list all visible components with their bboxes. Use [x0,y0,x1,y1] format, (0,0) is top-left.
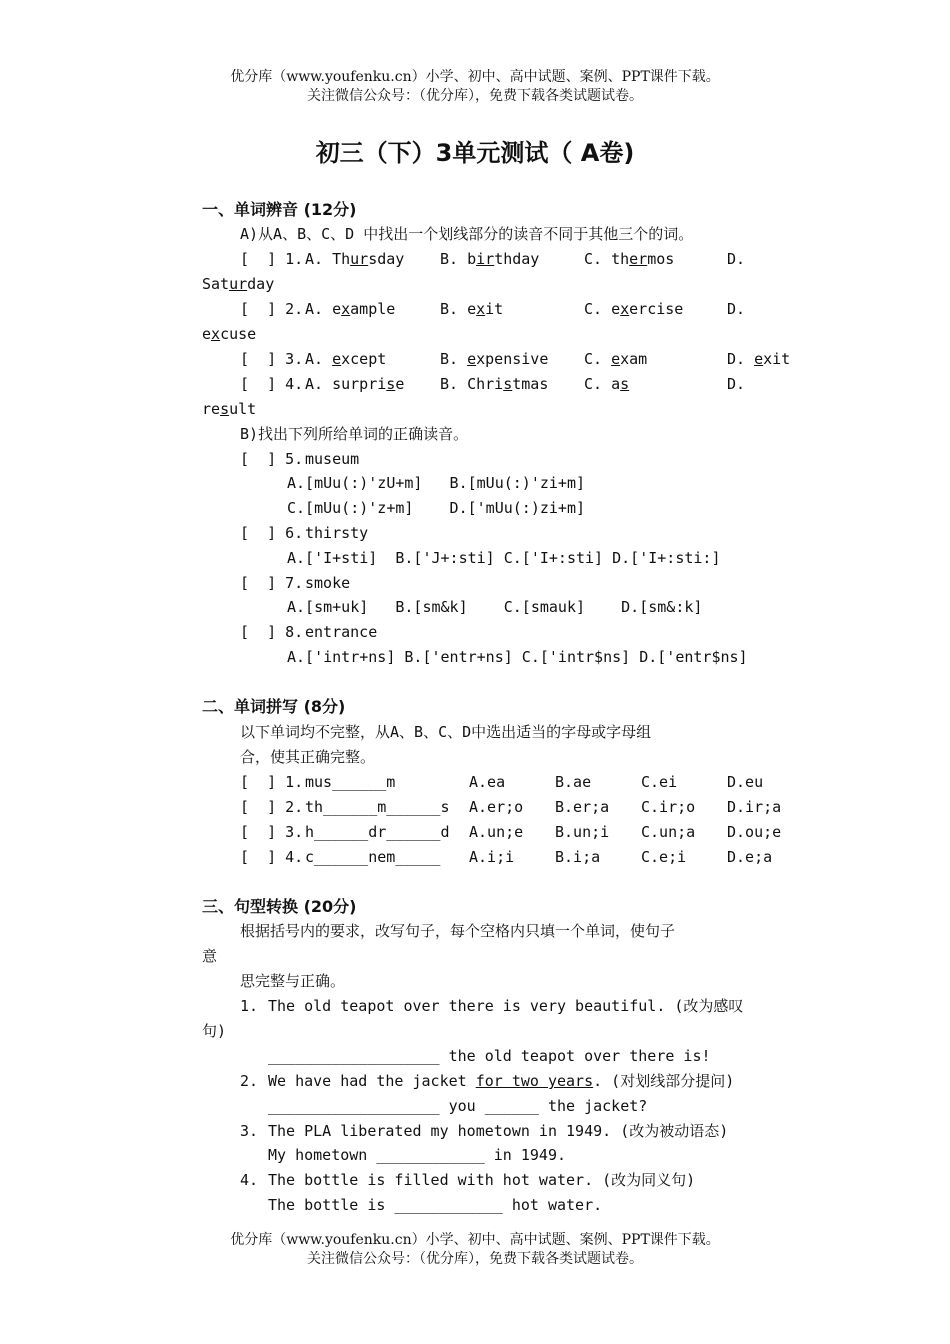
s2-row-4-option-b: B.i;a [555,848,601,866]
section-3-intro-2: 思完整与正确。 [240,972,346,990]
s2-row-2-option-d: D.ir;a [727,798,782,816]
s2-row-1-num: [ ] 1. [240,773,304,791]
s1-q5-options-2: C.[mUu(:)'z+m] D.['mUu(:)zi+m] [287,499,586,517]
s2-row-1-option-c: C.ei [641,773,678,791]
s1-q1-option-d-label: D. [727,250,746,268]
s2-row-4-num: [ ] 4. [240,848,304,866]
s1-q3-option-d: D. exit [727,350,791,368]
s1-q6-options: A.['I+sti] B.['J+:sti] C.['I+:sti] D.['I+:sti:] [287,549,721,567]
s1-q7-options: A.[sm+uk] B.[sm&k] C.[smauk] D.[sm&:k] [287,598,703,616]
s3-q4-num: 4. [240,1171,259,1189]
section-1-heading: 一、单词辨音 (12分) [202,200,357,219]
s1-q1-option-b: B. birthday [440,250,540,268]
s2-row-4-option-a: A.i;i [469,848,515,866]
s1-q5-word: museum [305,450,360,468]
s1-q4-option-a: A. surprise [305,375,405,393]
section-3-intro-1: 根据括号内的要求，改写句子，每个空格内只填一个单词，使句子 [240,922,676,940]
s2-row-4-option-c: C.e;i [641,848,687,866]
s2-row-2-word: th______m______s [305,798,450,816]
s1-q1-option-c: C. thermos [584,250,675,268]
header-line-2: 关注微信公众号：（优分库），免费下载各类试题试卷。 [307,88,643,104]
s2-row-3-word: h______dr______d [305,823,450,841]
section-3-intro-1-wrap: 意 [202,947,218,965]
page-title: 初三（下）3单元测试（ A卷) [315,139,635,167]
s2-row-2-option-c: C.ir;o [641,798,696,816]
s2-row-1-option-b: B.ae [555,773,592,791]
s1-q8-word: entrance [305,623,378,641]
s2-row-4-option-d: D.e;a [727,848,773,866]
s1-q3-num: [ ] 3. [240,350,304,368]
s2-row-3-option-d: D.ou;e [727,823,782,841]
s1-q4-option-c: C. as [584,375,630,393]
s2-row-3-option-b: B.un;i [555,823,610,841]
s1-q2-option-c: C. exercise [584,300,684,318]
s1-q8-options: A.['intr+ns] B.['entr+ns] C.['intr$ns] D.['entr$ns] [287,648,748,666]
s1-q7-word: smoke [305,574,351,592]
s3-q1-num: 1. [240,997,259,1015]
footer-line-1: 优分库（www.youfenku.cn）小学、初中、高中试题、案例、PPT课件下载。 [230,1232,720,1248]
s1-q2-option-d-label: D. [727,300,746,318]
s2-row-2-option-a: A.er;o [469,798,524,816]
s1-q2-option-b: B. exit [440,300,504,318]
s2-row-3-option-c: C.un;a [641,823,696,841]
header-line-1: 优分库（www.youfenku.cn）小学、初中、高中试题、案例、PPT课件下载。 [230,69,720,85]
s2-row-4-word: c______nem_____ [305,848,441,866]
section-2-intro-1: 以下单词均不完整，从A、B、C、D中选出适当的字母或字母组 [240,723,652,741]
s1-q3-option-c: C. exam [584,350,648,368]
s3-q1-answer: ___________________ the old teapot over there is! [268,1047,711,1065]
s2-row-3-num: [ ] 3. [240,823,304,841]
s1-q6-word: thirsty [305,524,369,542]
s1-q1-option-a: A. Thursday [305,250,405,268]
s3-q1-wrap: 句) [202,1022,227,1040]
s3-q3-text: The PLA liberated my hometown in 1949. (改为被动语态) [268,1122,729,1140]
s2-row-3-option-a: A.un;e [469,823,524,841]
section-3-heading: 三、句型转换 (20分) [202,897,357,916]
s1-q4-num: [ ] 4. [240,375,304,393]
s1-q2-option-d: excuse [202,325,257,343]
s3-q2-text: We have had the jacket for two years. (对划线部分提问) [268,1072,735,1090]
s1-q5-options-1: A.[mUu(:)'zU+m] B.[mUu(:)'zi+m] [287,474,586,492]
s3-q4-text: The bottle is filled with hot water. (改为同义句) [268,1171,696,1189]
section-1-part-b: B)找出下列所给单词的正确读音。 [240,425,469,443]
s1-q1-option-d: Saturday [202,275,275,293]
s1-q4-option-d: result [202,400,257,418]
s3-q2-num: 2. [240,1072,259,1090]
s3-q4-answer: The bottle is ____________ hot water. [268,1196,603,1214]
s2-row-1-option-d: D.eu [727,773,764,791]
s1-q4-option-b: B. Christmas [440,375,549,393]
s3-q2-answer: ___________________ you ______ the jacket? [268,1097,648,1115]
s2-row-2-num: [ ] 2. [240,798,304,816]
s1-q6-num: [ ] 6. [240,524,304,542]
s1-q2-num: [ ] 2. [240,300,304,318]
s1-q7-num: [ ] 7. [240,574,304,592]
s1-q4-option-d-label: D. [727,375,746,393]
footer-line-2: 关注微信公众号：（优分库），免费下载各类试题试卷。 [307,1251,643,1267]
section-2-intro-2: 合，使其正确完整。 [240,748,376,766]
section-1-part-a: A)从A、B、C、D 中找出一个划线部分的读音不同于其他三个的词。 [240,225,694,243]
s2-row-1-word: mus______m [305,773,396,791]
s1-q5-num: [ ] 5. [240,450,304,468]
section-2-heading: 二、单词拼写 (8分) [202,697,346,716]
s1-q3-option-a: A. except [305,350,387,368]
s1-q1-num: [ ] 1. [240,250,304,268]
s3-q3-num: 3. [240,1122,259,1140]
s1-q3-option-b: B. expensive [440,350,549,368]
s3-q3-answer: My hometown ____________ in 1949. [268,1146,567,1164]
s2-row-1-option-a: A.ea [469,773,506,791]
s1-q2-option-a: A. example [305,300,396,318]
s3-q1-text: The old teapot over there is very beautiful. (改为感叹 [268,997,744,1015]
s1-q8-num: [ ] 8. [240,623,304,641]
s2-row-2-option-b: B.er;a [555,798,610,816]
